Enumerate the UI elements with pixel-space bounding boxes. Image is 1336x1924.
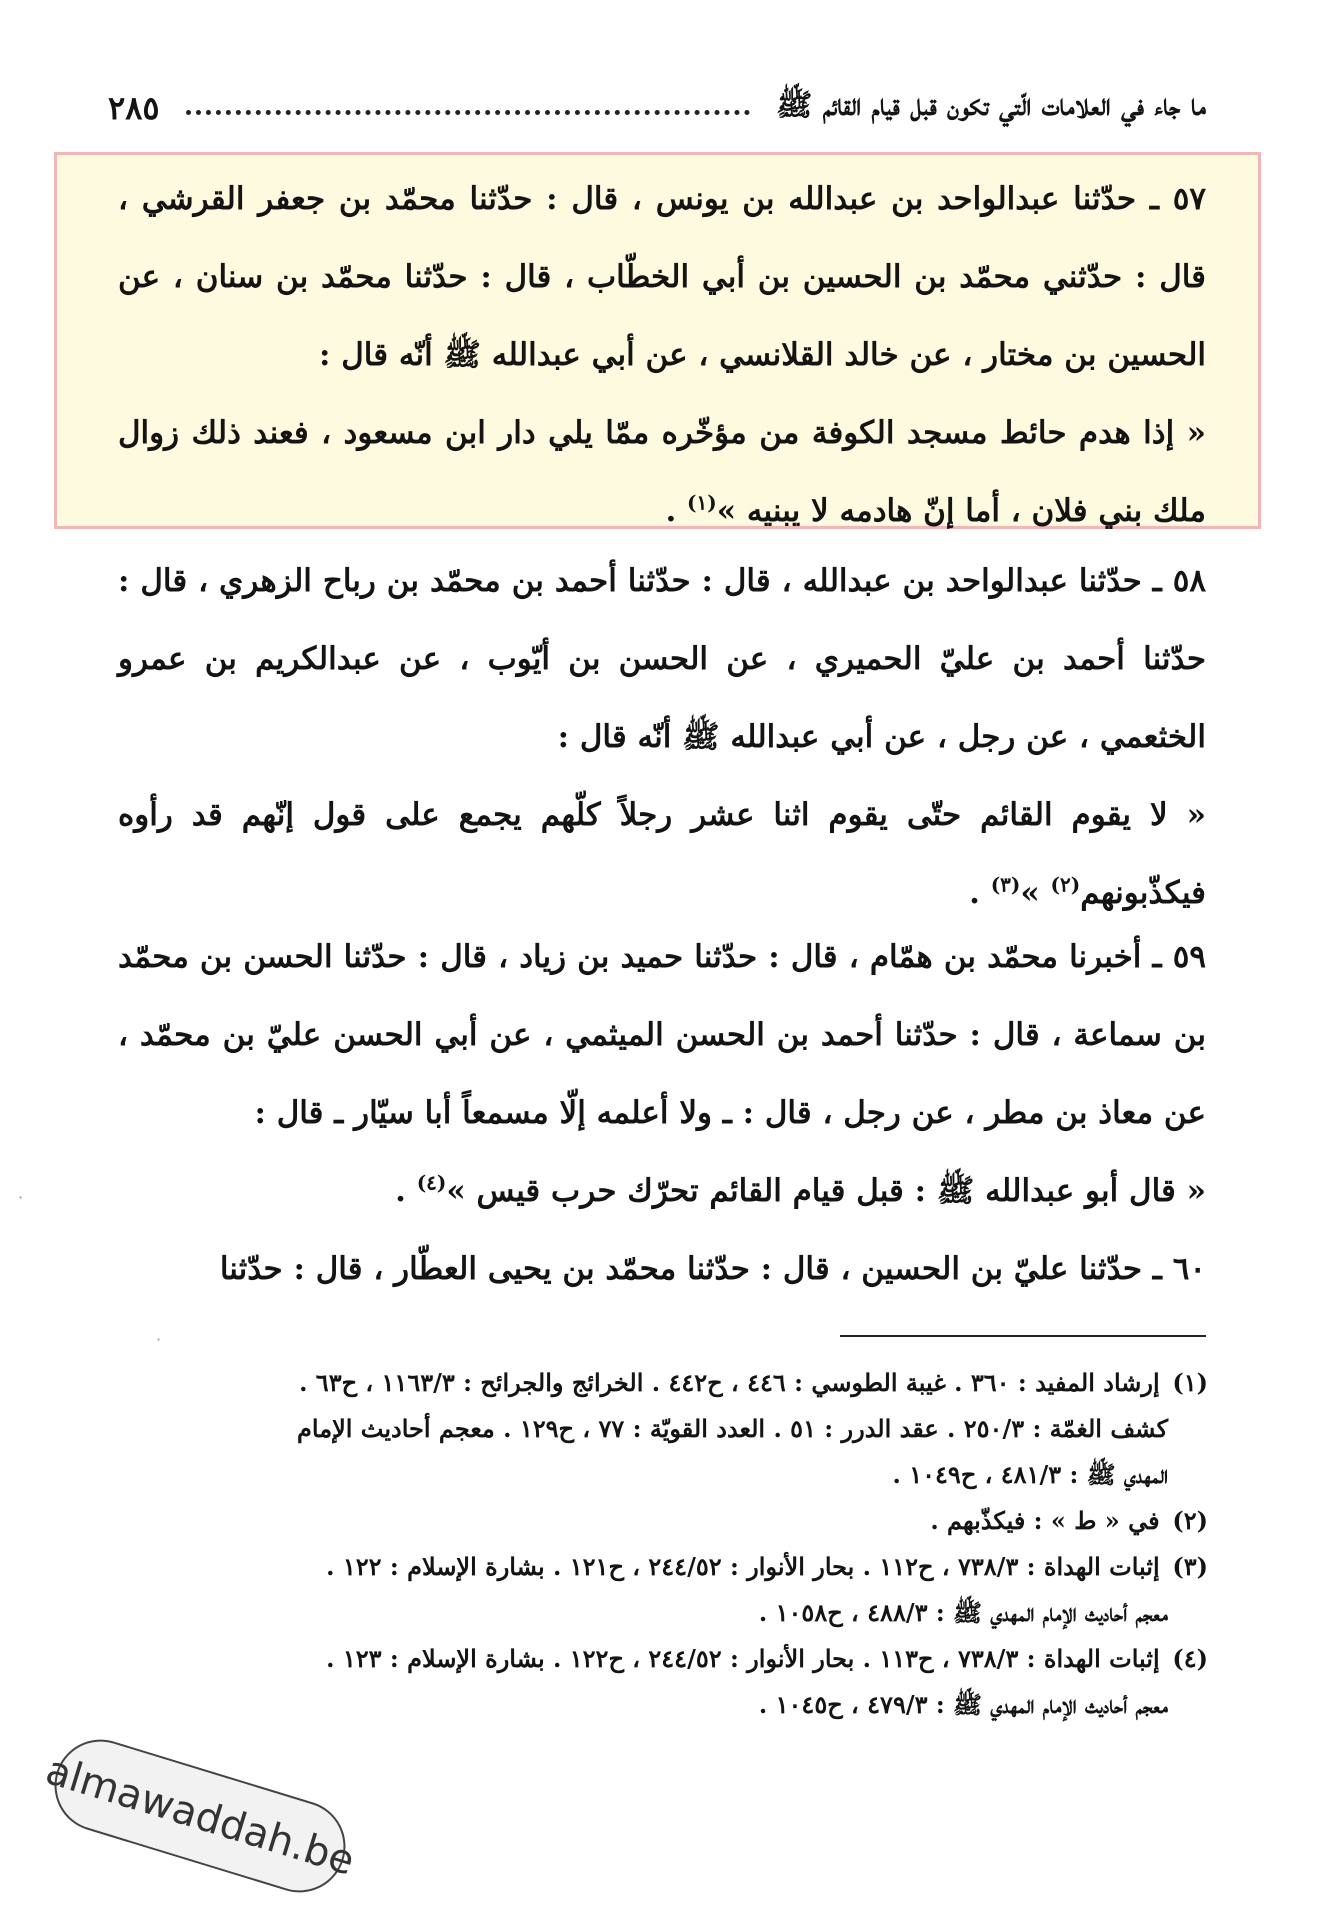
hadith-59-isnad-text: ٥٩ ـ أخبرنا محمّد بن همّام ، قال : حدّثنا حميد بن زياد ، قال : حدّثنا الحسن بن محمّد بن سماعة ، قال : حدّثنا أحمد بن الحسن الميثمي ، عن أبي الحسن عليّ بن محمّد ، عن معاذ بن مطر ، عن رجل ، قال : ـ ولا أعلمه إلّا مسمعاً أبا سيّار ـ قال : — [118, 939, 1206, 1131]
footnote-1-line-2: كشف الغمّة : ٢٥٠/٣ . عقد الدرر : ٥١ . العدد القويّة : ٧٧ ، ح١٢٩ . معجم أحاديث الإمام — [297, 1414, 1168, 1443]
scan-speck: · — [18, 1188, 24, 1207]
hadith-57-isnad-text: ٥٧ ـ حدّثنا عبدالواحد بن عبدالله بن يونس ، قال : حدّثنا محمّد بن جعفر القرشي ، قال : حدّثني محمّد بن الحسين بن أبي الخطّاب ، قال : حدّثنا محمّد بن سنان ، عن الحسين بن مختار ، عن خالد القلانسي ، عن أبي عبدالله ﷺ أنّه قال : — [118, 181, 1206, 373]
footnote-4 — [118, 1636, 1208, 1728]
hadith-60-isnad-text: ٦٠ ـ حدّثنا عليّ بن الحسين ، قال : حدّثنا محمّد بن يحيى العطّار ، قال : حدّثنا — [219, 1251, 1206, 1287]
hadith-58-isnad-text: ٥٨ ـ حدّثنا عبدالواحد بن عبدالله ، قال : حدّثنا أحمد بن محمّد بن رباح الزهري ، قال : حدّثنا أحمد بن عليّ الحميري ، عن الحسن بن أيّوب ، عن عبدالكريم بن عمرو الخثعمي ، عن رجل ، عن أبي عبدالله ﷺ أنّه قال : — [118, 563, 1206, 755]
hadith-57-matn-text: « إذا هدم حائط مسجد الكوفة من مؤخّره ممّا يلي دار ابن مسعود ، فعند ذلك زوال ملك بني فلان ، أما إنّ هادمه لا يبنيه » — [118, 415, 1206, 529]
footnote-1-marker: (١) — [1172, 1368, 1208, 1397]
hadith-58-end: . — [969, 875, 991, 911]
hadith-57-end: . — [665, 493, 688, 529]
footnote-4-marker: (٤) — [1172, 1644, 1208, 1673]
footnote-1-line-1: إرشاد المفيد : ٣٦٠ . غيبة الطوسي : ٤٤٦ ، ح٤٤٢ . الخرائج والجرائح : ١١٦٣/٣ ، ح٦٣ . — [299, 1368, 1160, 1397]
watermark-stamp — [40, 1728, 360, 1904]
footnote-ref-2[interactable]: (٢) — [1050, 872, 1081, 897]
hadith-59-end: . — [395, 1173, 417, 1209]
page-number: ٢٨٥ — [108, 89, 160, 127]
header-leader-dots — [186, 102, 751, 115]
hadith-59-matn — [118, 1152, 1206, 1230]
footnote-3-line-2: معجم أحاديث الإمام المهدي ﷺ : ٤٨٨/٣ ، ح١٠٥٨ . — [758, 1598, 1168, 1627]
hadith-58-matn — [118, 776, 1206, 932]
hadith-59-isnad — [118, 918, 1206, 1152]
footnote-ref-3[interactable]: (٣) — [990, 872, 1021, 897]
hadith-58-isnad — [118, 542, 1206, 776]
footnote-2-line-1: في « ط » : فيكذّبهم . — [930, 1506, 1160, 1535]
hadith-58-matn-text: « لا يقوم القائم حتّى يقوم اثنا عشر رجلاً كلّهم يجمع على قول إنّهم قد رأوه فيكذّبونهم — [118, 797, 1206, 911]
footnote-3-line-1: إثبات الهداة : ٧٣٨/٣ ، ح١١٢ . بحار الأنوار : ٢٤٤/٥٢ ، ح١٢١ . بشارة الإسلام : ١٢٢ . — [326, 1552, 1160, 1581]
watermark-text: almawaddah.be — [40, 1747, 360, 1885]
header-title: ما جاء في العلامات الّتي تكون قبل قيام القائم ﷺ — [776, 87, 1206, 123]
footnote-2 — [118, 1498, 1208, 1544]
footnote-3-marker: (٣) — [1172, 1552, 1208, 1581]
footnote-2-marker: (٢) — [1172, 1506, 1208, 1535]
hadith-57-matn — [118, 394, 1206, 550]
footnote-separator — [840, 1335, 1206, 1337]
hadith-60-isnad — [118, 1230, 1206, 1308]
footnote-3 — [118, 1544, 1208, 1636]
footnote-1-line-3: المهدي ﷺ : ٤٨١/٣ ، ح١٠٤٩ . — [892, 1460, 1168, 1489]
hadith-57-isnad — [118, 160, 1206, 394]
footnote-ref-4[interactable]: (٤) — [416, 1170, 447, 1195]
running-header — [108, 78, 1206, 138]
footnote-4-line-1: إثبات الهداة : ٧٣٨/٣ ، ح١١٣ . بحار الأنوار : ٢٤٤/٥٢ ، ح١٢٢ . بشارة الإسلام : ١٢٣ . — [326, 1644, 1160, 1673]
hadith-59-matn-text: « قال أبو عبدالله ﷺ : قبل قيام القائم تحرّك حرب قيس » — [446, 1173, 1206, 1209]
footnote-ref-1[interactable]: (١) — [687, 490, 717, 515]
hadith-58-close-quote: » — [1020, 875, 1051, 911]
footnote-1 — [118, 1360, 1208, 1498]
scan-speck: · — [156, 1330, 162, 1349]
footnote-4-line-2: معجم أحاديث الإمام المهدي ﷺ : ٤٧٩/٣ ، ح١٠٤٥ . — [758, 1690, 1168, 1719]
footnotes — [118, 1360, 1208, 1728]
